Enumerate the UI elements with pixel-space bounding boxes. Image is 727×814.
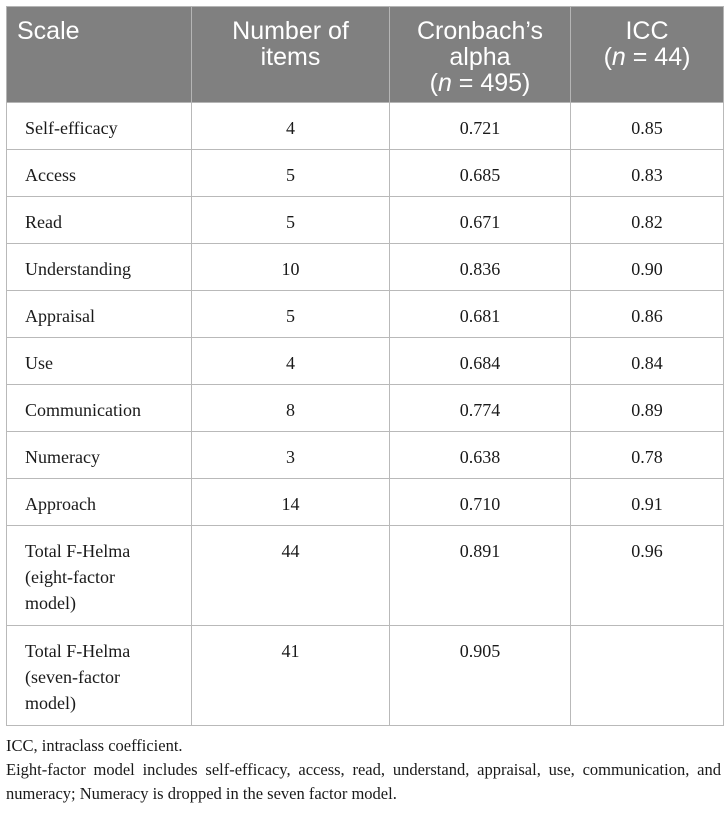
header-icc-n-var: n xyxy=(611,43,626,71)
header-alpha-line2: alpha xyxy=(449,43,511,71)
table-footnotes xyxy=(6,734,721,806)
cell-alpha: 0.671 xyxy=(390,197,571,244)
cell-scale xyxy=(7,626,192,726)
footnote-model-note: Eight-factor model includes self-efficacy, access, read, understand, appraisal, use, communication, and numeracy; Numeracy is dropped in the seven factor model. xyxy=(6,760,721,803)
table-row xyxy=(7,150,724,197)
cell-items: 14 xyxy=(192,479,390,526)
cell-items: 41 xyxy=(192,626,390,726)
header-row xyxy=(7,7,724,103)
reliability-table xyxy=(6,6,724,726)
header-scale xyxy=(7,7,192,103)
cell-icc: 0.78 xyxy=(571,432,724,479)
cell-items: 4 xyxy=(192,338,390,385)
cell-alpha: 0.638 xyxy=(390,432,571,479)
header-alpha-line1: Cronbach’s xyxy=(416,17,543,45)
header-alpha-n-prefix: ( xyxy=(429,69,438,97)
table-row xyxy=(7,626,724,726)
cell-items: 5 xyxy=(192,291,390,338)
cell-icc: 0.96 xyxy=(571,526,724,626)
cell-scale: Approach xyxy=(7,479,192,526)
cell-scale: Appraisal xyxy=(7,291,192,338)
table-row xyxy=(7,432,724,479)
cell-alpha: 0.721 xyxy=(390,103,571,150)
header-icc-n-prefix: ( xyxy=(603,43,612,71)
table-row xyxy=(7,103,724,150)
footnote-abbreviation: ICC, intraclass coefficient. xyxy=(6,736,183,755)
cell-items: 8 xyxy=(192,385,390,432)
header-items-line1: Number of xyxy=(232,17,349,45)
header-alpha-n-suffix: = 495) xyxy=(451,69,531,97)
cell-alpha: 0.681 xyxy=(390,291,571,338)
cell-scale: Use xyxy=(7,338,192,385)
cell-icc: 0.90 xyxy=(571,244,724,291)
cell-alpha: 0.774 xyxy=(390,385,571,432)
header-icc-n-suffix: = 44) xyxy=(625,43,691,71)
cell-icc: 0.86 xyxy=(571,291,724,338)
cell-scale-line1: Total F-Helma xyxy=(25,541,131,561)
table-row xyxy=(7,385,724,432)
cell-scale: Understanding xyxy=(7,244,192,291)
cell-alpha: 0.685 xyxy=(390,150,571,197)
table-row xyxy=(7,291,724,338)
cell-icc: 0.82 xyxy=(571,197,724,244)
cell-scale-line3: model) xyxy=(25,593,76,613)
table-row xyxy=(7,338,724,385)
cell-scale: Communication xyxy=(7,385,192,432)
table-row xyxy=(7,479,724,526)
table-header xyxy=(7,7,724,103)
cell-items: 4 xyxy=(192,103,390,150)
header-cronbach-alpha xyxy=(390,7,571,103)
header-items-line2: items xyxy=(260,43,321,71)
cell-scale: Read xyxy=(7,197,192,244)
header-alpha-n-var: n xyxy=(437,69,452,97)
header-icc xyxy=(571,7,724,103)
table-row xyxy=(7,244,724,291)
cell-items: 5 xyxy=(192,150,390,197)
cell-icc: 0.89 xyxy=(571,385,724,432)
cell-alpha: 0.710 xyxy=(390,479,571,526)
cell-scale-line3: model) xyxy=(25,693,76,713)
table-row xyxy=(7,197,724,244)
cell-scale-line2: (eight-factor xyxy=(25,567,115,587)
cell-icc: 0.83 xyxy=(571,150,724,197)
cell-scale: Self-efficacy xyxy=(7,103,192,150)
table-body xyxy=(7,103,724,726)
cell-icc: 0.84 xyxy=(571,338,724,385)
cell-items: 3 xyxy=(192,432,390,479)
cell-alpha: 0.905 xyxy=(390,626,571,726)
table-row xyxy=(7,526,724,626)
cell-alpha: 0.836 xyxy=(390,244,571,291)
cell-alpha: 0.891 xyxy=(390,526,571,626)
header-number-of-items xyxy=(192,7,390,103)
cell-items: 10 xyxy=(192,244,390,291)
cell-scale-line2: (seven-factor xyxy=(25,667,120,687)
cell-items: 44 xyxy=(192,526,390,626)
cell-icc: 0.85 xyxy=(571,103,724,150)
cell-icc xyxy=(571,626,724,726)
cell-scale: Access xyxy=(7,150,192,197)
header-icc-line1: ICC xyxy=(625,17,669,45)
header-scale-label: Scale xyxy=(17,17,80,45)
cell-alpha: 0.684 xyxy=(390,338,571,385)
cell-scale xyxy=(7,526,192,626)
cell-scale: Numeracy xyxy=(7,432,192,479)
cell-icc: 0.91 xyxy=(571,479,724,526)
cell-scale-line1: Total F-Helma xyxy=(25,641,131,661)
cell-items: 5 xyxy=(192,197,390,244)
